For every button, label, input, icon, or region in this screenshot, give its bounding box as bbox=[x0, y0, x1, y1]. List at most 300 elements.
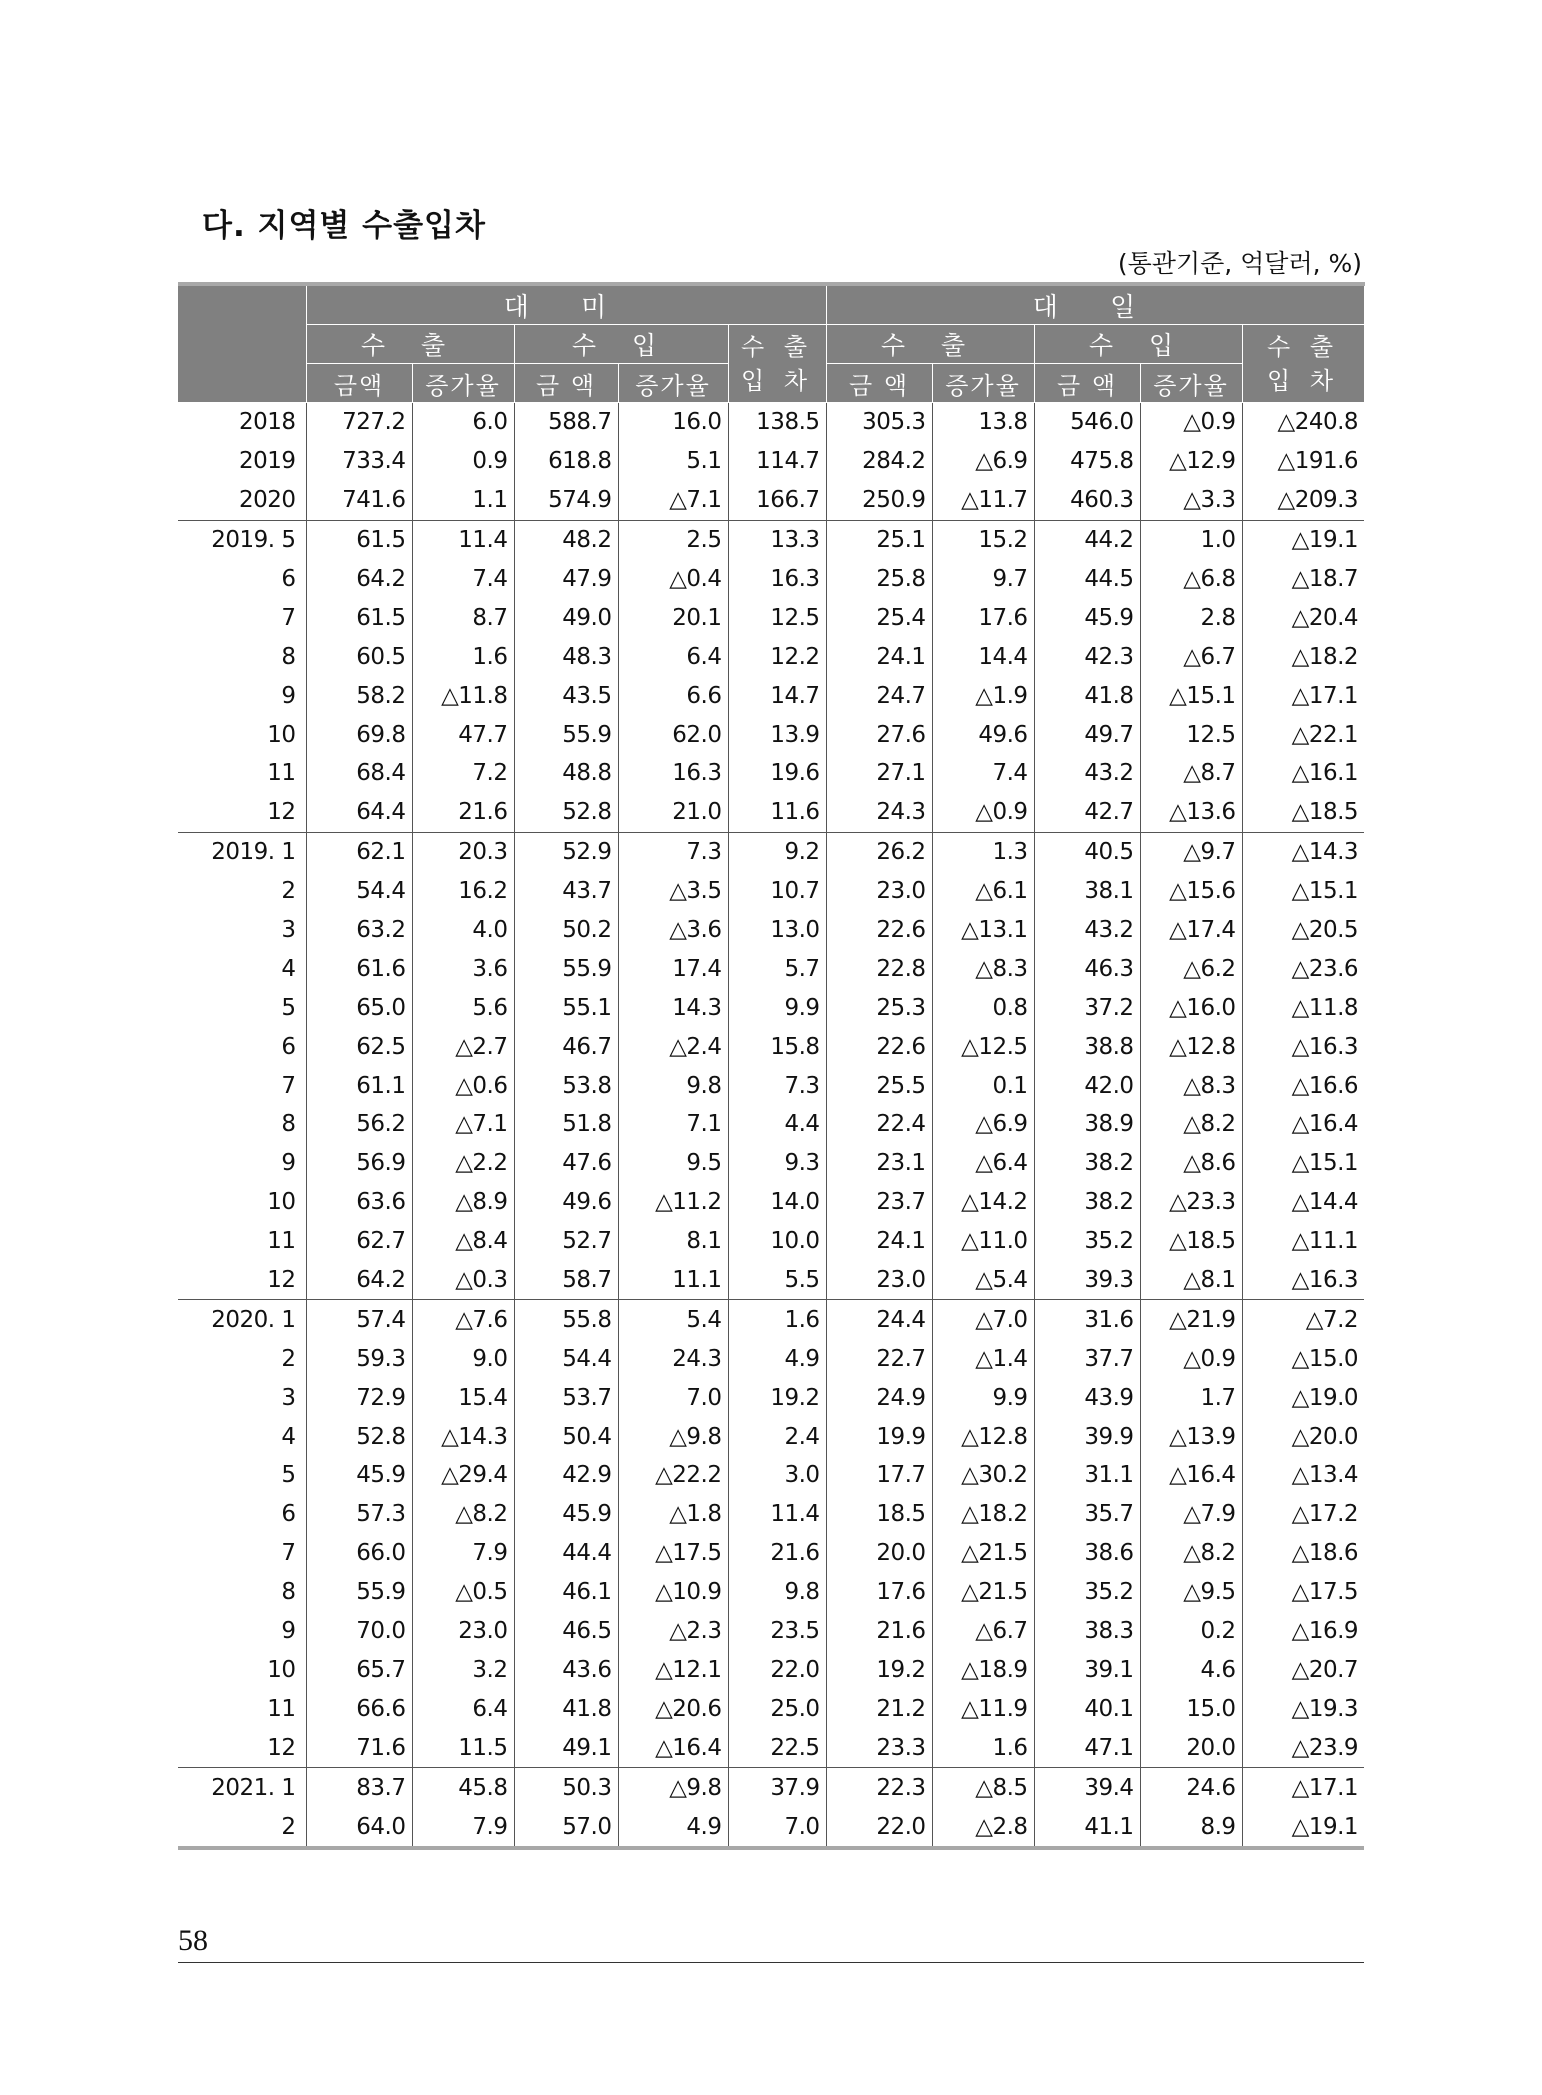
table-row bbox=[178, 715, 1364, 754]
cell-jp-export-amount: 22.0 bbox=[826, 1807, 932, 1848]
cell-us-export-amount: 64.2 bbox=[306, 1261, 412, 1300]
cell-us-export-growth: 47.7 bbox=[412, 715, 514, 754]
table-row bbox=[178, 1027, 1364, 1066]
cell-jp-import-growth: △18.5 bbox=[1140, 1222, 1242, 1261]
cell-us-import-growth: 14.3 bbox=[618, 988, 728, 1027]
cell-us-export-amount: 45.9 bbox=[306, 1456, 412, 1495]
cell-jp-balance: △19.1 bbox=[1242, 1807, 1364, 1848]
row-label: 3 bbox=[281, 917, 296, 944]
row-label: 7 bbox=[281, 1072, 296, 1099]
cell-jp-export-amount: 20.0 bbox=[826, 1534, 932, 1573]
table-row bbox=[178, 1768, 1364, 1807]
cell-us-import-amount: 49.0 bbox=[514, 598, 618, 637]
cell-us-import-growth: 6.6 bbox=[618, 676, 728, 715]
row-label: 2 bbox=[281, 878, 296, 905]
cell-us-import-amount: 58.7 bbox=[514, 1261, 618, 1300]
cell-jp-import-amount: 475.8 bbox=[1034, 442, 1140, 481]
cell-jp-balance: △16.3 bbox=[1242, 1261, 1364, 1300]
header-us-export-growth: 증가율 bbox=[412, 364, 514, 403]
cell-jp-export-growth: 13.8 bbox=[932, 403, 1034, 442]
cell-jp-import-amount: 31.6 bbox=[1034, 1300, 1140, 1339]
cell-jp-import-amount: 43.2 bbox=[1034, 754, 1140, 793]
cell-jp-import-amount: 44.5 bbox=[1034, 560, 1140, 599]
header-jp-export-amount: 금 액 bbox=[826, 364, 932, 403]
row-label: 6 bbox=[281, 1501, 296, 1528]
cell-us-export-amount: 66.6 bbox=[306, 1689, 412, 1728]
cell-jp-balance: △20.4 bbox=[1242, 598, 1364, 637]
table-row bbox=[178, 1651, 1364, 1690]
cell-us-export-growth: 6.4 bbox=[412, 1689, 514, 1728]
cell-jp-import-growth: △16.0 bbox=[1140, 988, 1242, 1027]
cell-us-export-growth: 9.0 bbox=[412, 1339, 514, 1378]
table-row bbox=[178, 832, 1364, 871]
cell-us-import-growth: △3.6 bbox=[618, 911, 728, 950]
cell-jp-export-amount: 23.0 bbox=[826, 872, 932, 911]
cell-us-import-amount: 46.7 bbox=[514, 1027, 618, 1066]
cell-jp-export-amount: 25.3 bbox=[826, 988, 932, 1027]
cell-jp-import-amount: 38.8 bbox=[1034, 1027, 1140, 1066]
page-number: 58 bbox=[178, 1924, 208, 1957]
cell-us-export-growth: 20.3 bbox=[412, 832, 514, 871]
cell-us-export-amount: 60.5 bbox=[306, 637, 412, 676]
table-header bbox=[178, 284, 1364, 403]
table-row bbox=[178, 911, 1364, 950]
cell-jp-import-growth: △6.7 bbox=[1140, 637, 1242, 676]
cell-us-export-amount: 71.6 bbox=[306, 1728, 412, 1767]
cell-jp-export-amount: 23.7 bbox=[826, 1183, 932, 1222]
cell-us-export-amount: 61.6 bbox=[306, 949, 412, 988]
cell-us-export-amount: 62.1 bbox=[306, 832, 412, 871]
cell-us-export-amount: 83.7 bbox=[306, 1768, 412, 1807]
table-row bbox=[178, 1378, 1364, 1417]
cell-jp-export-growth: △21.5 bbox=[932, 1534, 1034, 1573]
cell-us-export-amount: 58.2 bbox=[306, 676, 412, 715]
cell-us-export-growth: △2.7 bbox=[412, 1027, 514, 1066]
cell-us-export-growth: 7.9 bbox=[412, 1534, 514, 1573]
cell-jp-import-growth: △6.8 bbox=[1140, 560, 1242, 599]
table-row bbox=[178, 872, 1364, 911]
cell-us-export-growth: △14.3 bbox=[412, 1417, 514, 1456]
cell-jp-import-amount: 546.0 bbox=[1034, 403, 1140, 442]
cell-us-export-amount: 66.0 bbox=[306, 1534, 412, 1573]
table-row bbox=[178, 1066, 1364, 1105]
cell-us-export-growth: △11.8 bbox=[412, 676, 514, 715]
cell-us-balance: 13.9 bbox=[728, 715, 826, 754]
header-us-export: 수 출 bbox=[306, 325, 514, 364]
row-label: 5 bbox=[281, 994, 296, 1021]
cell-jp-balance: △22.1 bbox=[1242, 715, 1364, 754]
cell-us-import-growth: △22.2 bbox=[618, 1456, 728, 1495]
cell-jp-export-growth: 0.1 bbox=[932, 1066, 1034, 1105]
cell-us-balance: 9.3 bbox=[728, 1144, 826, 1183]
cell-us-balance: 3.0 bbox=[728, 1456, 826, 1495]
cell-us-import-amount: 52.9 bbox=[514, 832, 618, 871]
cell-jp-export-amount: 25.4 bbox=[826, 598, 932, 637]
cell-jp-export-amount: 24.1 bbox=[826, 637, 932, 676]
cell-jp-balance: △13.4 bbox=[1242, 1456, 1364, 1495]
cell-jp-import-amount: 38.1 bbox=[1034, 872, 1140, 911]
cell-jp-balance: △16.6 bbox=[1242, 1066, 1364, 1105]
cell-jp-import-amount: 35.2 bbox=[1034, 1573, 1140, 1612]
cell-us-balance: 10.0 bbox=[728, 1222, 826, 1261]
cell-us-export-growth: △0.3 bbox=[412, 1261, 514, 1300]
cell-jp-import-amount: 41.1 bbox=[1034, 1807, 1140, 1848]
cell-us-import-growth: 24.3 bbox=[618, 1339, 728, 1378]
cell-jp-export-growth: 14.4 bbox=[932, 637, 1034, 676]
cell-jp-import-growth: 12.5 bbox=[1140, 715, 1242, 754]
cell-us-balance: 15.8 bbox=[728, 1027, 826, 1066]
cell-jp-export-amount: 27.6 bbox=[826, 715, 932, 754]
cell-us-export-amount: 733.4 bbox=[306, 442, 412, 481]
cell-us-import-amount: 55.8 bbox=[514, 1300, 618, 1339]
cell-jp-import-growth: 2.8 bbox=[1140, 598, 1242, 637]
cell-jp-export-growth: △6.9 bbox=[932, 442, 1034, 481]
cell-jp-export-amount: 22.4 bbox=[826, 1105, 932, 1144]
cell-us-export-growth: △0.5 bbox=[412, 1573, 514, 1612]
cell-jp-balance: △240.8 bbox=[1242, 403, 1364, 442]
cell-us-export-amount: 62.5 bbox=[306, 1027, 412, 1066]
cell-jp-export-growth: △6.4 bbox=[932, 1144, 1034, 1183]
cell-jp-balance: △191.6 bbox=[1242, 442, 1364, 481]
cell-jp-export-growth: 1.6 bbox=[932, 1728, 1034, 1767]
cell-jp-import-amount: 37.2 bbox=[1034, 988, 1140, 1027]
cell-us-balance: 9.8 bbox=[728, 1573, 826, 1612]
row-label: 2018 bbox=[178, 403, 306, 442]
cell-jp-export-amount: 23.3 bbox=[826, 1728, 932, 1767]
cell-jp-import-growth: 8.9 bbox=[1140, 1807, 1242, 1848]
cell-us-import-growth: △10.9 bbox=[618, 1573, 728, 1612]
cell-us-import-amount: 54.4 bbox=[514, 1339, 618, 1378]
cell-us-import-amount: 43.5 bbox=[514, 676, 618, 715]
row-label: 9 bbox=[281, 682, 296, 709]
row-label: 11 bbox=[267, 1695, 296, 1722]
cell-jp-export-growth: △13.1 bbox=[932, 911, 1034, 950]
cell-jp-import-growth: 24.6 bbox=[1140, 1768, 1242, 1807]
cell-jp-export-growth: 9.9 bbox=[932, 1378, 1034, 1417]
cell-jp-balance: △19.1 bbox=[1242, 520, 1364, 559]
cell-us-balance: 23.5 bbox=[728, 1612, 826, 1651]
table-row bbox=[178, 1144, 1364, 1183]
cell-jp-import-amount: 47.1 bbox=[1034, 1728, 1140, 1767]
cell-us-export-amount: 63.2 bbox=[306, 911, 412, 950]
cell-us-import-amount: 55.9 bbox=[514, 949, 618, 988]
cell-jp-import-growth: △15.1 bbox=[1140, 676, 1242, 715]
cell-jp-import-growth: 1.0 bbox=[1140, 520, 1242, 559]
cell-us-export-growth: △7.6 bbox=[412, 1300, 514, 1339]
cell-jp-import-amount: 38.2 bbox=[1034, 1183, 1140, 1222]
cell-us-export-amount: 69.8 bbox=[306, 715, 412, 754]
cell-jp-import-growth: △21.9 bbox=[1140, 1300, 1242, 1339]
cell-us-export-growth: △8.2 bbox=[412, 1495, 514, 1534]
cell-us-export-amount: 56.9 bbox=[306, 1144, 412, 1183]
table-row bbox=[178, 442, 1364, 481]
cell-us-balance: 138.5 bbox=[728, 403, 826, 442]
cell-jp-export-growth: 15.2 bbox=[932, 520, 1034, 559]
cell-us-import-amount: 50.2 bbox=[514, 911, 618, 950]
cell-us-balance: 16.3 bbox=[728, 560, 826, 599]
cell-us-balance: 1.6 bbox=[728, 1300, 826, 1339]
cell-jp-import-amount: 45.9 bbox=[1034, 598, 1140, 637]
cell-us-import-amount: 55.1 bbox=[514, 988, 618, 1027]
table-row bbox=[178, 1534, 1364, 1573]
unit-note: (통관기준, 억달러, %) bbox=[1117, 249, 1362, 278]
row-label: 2020 bbox=[238, 487, 296, 514]
cell-jp-import-growth: △9.7 bbox=[1140, 832, 1242, 871]
cell-jp-import-growth: △9.5 bbox=[1140, 1573, 1242, 1612]
cell-us-export-amount: 741.6 bbox=[306, 481, 412, 520]
table-row bbox=[178, 1339, 1364, 1378]
cell-us-import-growth: 2.5 bbox=[618, 520, 728, 559]
cell-jp-import-amount: 460.3 bbox=[1034, 481, 1140, 520]
cell-us-export-amount: 59.3 bbox=[306, 1339, 412, 1378]
cell-jp-balance: △17.5 bbox=[1242, 1573, 1364, 1612]
header-us-balance bbox=[728, 325, 826, 403]
cell-jp-balance: △11.8 bbox=[1242, 988, 1364, 1027]
cell-jp-import-growth: 0.2 bbox=[1140, 1612, 1242, 1651]
row-label: 11 bbox=[267, 1228, 296, 1255]
cell-jp-import-amount: 38.6 bbox=[1034, 1534, 1140, 1573]
header-jp-import: 수 입 bbox=[1034, 325, 1242, 364]
header-jp-import-growth: 증가율 bbox=[1140, 364, 1242, 403]
cell-us-import-amount: 51.8 bbox=[514, 1105, 618, 1144]
cell-us-export-growth: 3.6 bbox=[412, 949, 514, 988]
cell-jp-balance: △18.5 bbox=[1242, 793, 1364, 832]
cell-jp-import-amount: 35.7 bbox=[1034, 1495, 1140, 1534]
cell-jp-import-growth: △13.9 bbox=[1140, 1417, 1242, 1456]
cell-jp-import-amount: 43.9 bbox=[1034, 1378, 1140, 1417]
header-us-import-amount: 금 액 bbox=[514, 364, 618, 403]
cell-us-import-amount: 43.7 bbox=[514, 872, 618, 911]
cell-us-export-amount: 57.3 bbox=[306, 1495, 412, 1534]
table-row bbox=[178, 1495, 1364, 1534]
cell-jp-export-amount: 25.1 bbox=[826, 520, 932, 559]
cell-jp-export-amount: 18.5 bbox=[826, 1495, 932, 1534]
cell-us-balance: 12.2 bbox=[728, 637, 826, 676]
cell-jp-export-amount: 23.0 bbox=[826, 1261, 932, 1300]
cell-jp-import-amount: 38.2 bbox=[1034, 1144, 1140, 1183]
cell-jp-balance: △15.0 bbox=[1242, 1339, 1364, 1378]
cell-us-import-growth: 16.0 bbox=[618, 403, 728, 442]
footer-rule bbox=[178, 1962, 1364, 1963]
cell-us-import-amount: 618.8 bbox=[514, 442, 618, 481]
cell-us-export-growth: △0.6 bbox=[412, 1066, 514, 1105]
cell-us-import-amount: 55.9 bbox=[514, 715, 618, 754]
table-row bbox=[178, 1689, 1364, 1728]
cell-jp-import-amount: 39.4 bbox=[1034, 1768, 1140, 1807]
cell-jp-export-growth: △7.0 bbox=[932, 1300, 1034, 1339]
row-label: 2019 bbox=[238, 448, 296, 475]
cell-jp-import-growth: △8.1 bbox=[1140, 1261, 1242, 1300]
cell-us-import-growth: 21.0 bbox=[618, 793, 728, 832]
cell-us-import-growth: 7.1 bbox=[618, 1105, 728, 1144]
cell-jp-export-growth: △11.7 bbox=[932, 481, 1034, 520]
header-jp-balance bbox=[1242, 325, 1364, 403]
cell-us-import-growth: △11.2 bbox=[618, 1183, 728, 1222]
cell-us-balance: 11.4 bbox=[728, 1495, 826, 1534]
cell-jp-balance: △16.1 bbox=[1242, 754, 1364, 793]
row-label: 11 bbox=[267, 760, 296, 787]
cell-us-export-growth: 6.0 bbox=[412, 403, 514, 442]
cell-jp-balance: △18.2 bbox=[1242, 637, 1364, 676]
cell-us-import-amount: 50.3 bbox=[514, 1768, 618, 1807]
cell-jp-import-amount: 46.3 bbox=[1034, 949, 1140, 988]
cell-us-import-growth: 9.8 bbox=[618, 1066, 728, 1105]
cell-jp-import-growth: △8.7 bbox=[1140, 754, 1242, 793]
cell-jp-export-growth: 1.3 bbox=[932, 832, 1034, 871]
cell-us-import-growth: △9.8 bbox=[618, 1417, 728, 1456]
cell-us-balance: 25.0 bbox=[728, 1689, 826, 1728]
cell-jp-balance: △14.4 bbox=[1242, 1183, 1364, 1222]
cell-jp-import-growth: △0.9 bbox=[1140, 403, 1242, 442]
table-row bbox=[178, 403, 1364, 442]
table-row bbox=[178, 1807, 1364, 1848]
cell-us-export-growth: 11.4 bbox=[412, 520, 514, 559]
cell-us-import-growth: △3.5 bbox=[618, 872, 728, 911]
cell-us-export-growth: △8.9 bbox=[412, 1183, 514, 1222]
cell-us-balance: 7.3 bbox=[728, 1066, 826, 1105]
cell-jp-export-amount: 25.8 bbox=[826, 560, 932, 599]
table-row bbox=[178, 988, 1364, 1027]
cell-jp-balance: △18.6 bbox=[1242, 1534, 1364, 1573]
cell-jp-export-amount: 26.2 bbox=[826, 832, 932, 871]
cell-us-import-growth: 8.1 bbox=[618, 1222, 728, 1261]
cell-us-balance: 10.7 bbox=[728, 872, 826, 911]
cell-jp-import-amount: 40.1 bbox=[1034, 1689, 1140, 1728]
cell-jp-import-growth: △12.9 bbox=[1140, 442, 1242, 481]
cell-jp-export-amount: 23.1 bbox=[826, 1144, 932, 1183]
cell-us-export-amount: 65.0 bbox=[306, 988, 412, 1027]
cell-us-import-growth: △9.8 bbox=[618, 1768, 728, 1807]
cell-us-export-growth: 45.8 bbox=[412, 1768, 514, 1807]
cell-jp-balance: △20.0 bbox=[1242, 1417, 1364, 1456]
cell-us-balance: 14.0 bbox=[728, 1183, 826, 1222]
cell-jp-export-amount: 21.6 bbox=[826, 1612, 932, 1651]
cell-us-export-growth: 21.6 bbox=[412, 793, 514, 832]
cell-us-import-amount: 53.7 bbox=[514, 1378, 618, 1417]
cell-us-balance: 166.7 bbox=[728, 481, 826, 520]
cell-us-import-amount: 49.6 bbox=[514, 1183, 618, 1222]
cell-us-import-amount: 41.8 bbox=[514, 1689, 618, 1728]
cell-us-export-amount: 63.6 bbox=[306, 1183, 412, 1222]
cell-jp-export-growth: △6.1 bbox=[932, 872, 1034, 911]
cell-jp-balance: △15.1 bbox=[1242, 1144, 1364, 1183]
cell-us-export-amount: 52.8 bbox=[306, 1417, 412, 1456]
cell-jp-export-growth: △11.0 bbox=[932, 1222, 1034, 1261]
cell-jp-export-growth: △1.9 bbox=[932, 676, 1034, 715]
row-label: 10 bbox=[267, 721, 296, 748]
header-jp-export-growth: 증가율 bbox=[932, 364, 1034, 403]
cell-us-export-growth: 1.6 bbox=[412, 637, 514, 676]
cell-us-export-growth: 0.9 bbox=[412, 442, 514, 481]
cell-jp-import-amount: 38.9 bbox=[1034, 1105, 1140, 1144]
cell-us-balance: 12.5 bbox=[728, 598, 826, 637]
cell-us-export-growth: 7.4 bbox=[412, 560, 514, 599]
cell-jp-export-amount: 24.7 bbox=[826, 676, 932, 715]
cell-jp-export-growth: △18.2 bbox=[932, 1495, 1034, 1534]
table-row bbox=[178, 1300, 1364, 1339]
cell-us-export-amount: 55.9 bbox=[306, 1573, 412, 1612]
cell-jp-balance: △15.1 bbox=[1242, 872, 1364, 911]
cell-us-import-growth: △2.3 bbox=[618, 1612, 728, 1651]
cell-jp-export-amount: 24.9 bbox=[826, 1378, 932, 1417]
table-row bbox=[178, 676, 1364, 715]
cell-jp-export-amount: 19.9 bbox=[826, 1417, 932, 1456]
cell-jp-import-amount: 49.7 bbox=[1034, 715, 1140, 754]
cell-us-export-growth: 4.0 bbox=[412, 911, 514, 950]
cell-us-import-growth: △17.5 bbox=[618, 1534, 728, 1573]
cell-us-export-amount: 64.2 bbox=[306, 560, 412, 599]
table-row bbox=[178, 1105, 1364, 1144]
cell-jp-import-amount: 35.2 bbox=[1034, 1222, 1140, 1261]
cell-jp-import-growth: 1.7 bbox=[1140, 1378, 1242, 1417]
cell-us-import-amount: 52.8 bbox=[514, 793, 618, 832]
cell-us-balance: 114.7 bbox=[728, 442, 826, 481]
cell-jp-export-amount: 19.2 bbox=[826, 1651, 932, 1690]
header-us-export-amount: 금액 bbox=[306, 364, 412, 403]
cell-jp-export-growth: △8.3 bbox=[932, 949, 1034, 988]
cell-us-import-growth: 16.3 bbox=[618, 754, 728, 793]
cell-us-import-amount: 46.1 bbox=[514, 1573, 618, 1612]
row-label: 8 bbox=[281, 643, 296, 670]
cell-us-balance: 22.5 bbox=[728, 1728, 826, 1767]
cell-jp-export-amount: 24.1 bbox=[826, 1222, 932, 1261]
cell-jp-import-growth: △13.6 bbox=[1140, 793, 1242, 832]
row-label: 12 bbox=[267, 1267, 296, 1294]
cell-jp-export-amount: 21.2 bbox=[826, 1689, 932, 1728]
cell-jp-import-amount: 31.1 bbox=[1034, 1456, 1140, 1495]
cell-jp-export-amount: 17.6 bbox=[826, 1573, 932, 1612]
table-row bbox=[178, 1417, 1364, 1456]
cell-us-balance: 19.2 bbox=[728, 1378, 826, 1417]
cell-jp-import-growth: △12.8 bbox=[1140, 1027, 1242, 1066]
cell-jp-export-growth: 9.7 bbox=[932, 560, 1034, 599]
row-label: 10 bbox=[267, 1189, 296, 1216]
cell-us-export-amount: 62.7 bbox=[306, 1222, 412, 1261]
row-label: 3 bbox=[281, 1384, 296, 1411]
cell-us-import-amount: 46.5 bbox=[514, 1612, 618, 1651]
cell-us-export-amount: 68.4 bbox=[306, 754, 412, 793]
cell-jp-export-growth: △14.2 bbox=[932, 1183, 1034, 1222]
header-region-jp: 대 일 bbox=[826, 284, 1364, 325]
cell-jp-import-amount: 37.7 bbox=[1034, 1339, 1140, 1378]
cell-jp-export-growth: △30.2 bbox=[932, 1456, 1034, 1495]
cell-jp-import-growth: △8.6 bbox=[1140, 1144, 1242, 1183]
cell-jp-export-growth: 0.8 bbox=[932, 988, 1034, 1027]
table-row bbox=[178, 1183, 1364, 1222]
cell-us-import-amount: 52.7 bbox=[514, 1222, 618, 1261]
header-corner bbox=[178, 284, 306, 403]
cell-jp-import-amount: 38.3 bbox=[1034, 1612, 1140, 1651]
cell-jp-import-growth: △23.3 bbox=[1140, 1183, 1242, 1222]
cell-jp-import-amount: 43.2 bbox=[1034, 911, 1140, 950]
cell-us-import-amount: 48.3 bbox=[514, 637, 618, 676]
cell-jp-import-growth: △15.6 bbox=[1140, 872, 1242, 911]
row-label: 12 bbox=[267, 799, 296, 826]
regional-trade-table bbox=[178, 282, 1365, 1850]
cell-jp-export-growth: △2.8 bbox=[932, 1807, 1034, 1848]
cell-jp-import-amount: 42.3 bbox=[1034, 637, 1140, 676]
cell-jp-import-amount: 39.3 bbox=[1034, 1261, 1140, 1300]
cell-us-import-growth: 9.5 bbox=[618, 1144, 728, 1183]
cell-jp-export-amount: 250.9 bbox=[826, 481, 932, 520]
row-label: 2019. 5 bbox=[178, 520, 306, 559]
cell-us-export-amount: 727.2 bbox=[306, 403, 412, 442]
cell-jp-export-growth: △8.5 bbox=[932, 1768, 1034, 1807]
cell-us-import-growth: 62.0 bbox=[618, 715, 728, 754]
cell-us-import-amount: 53.8 bbox=[514, 1066, 618, 1105]
cell-us-import-amount: 50.4 bbox=[514, 1417, 618, 1456]
cell-jp-export-growth: △5.4 bbox=[932, 1261, 1034, 1300]
